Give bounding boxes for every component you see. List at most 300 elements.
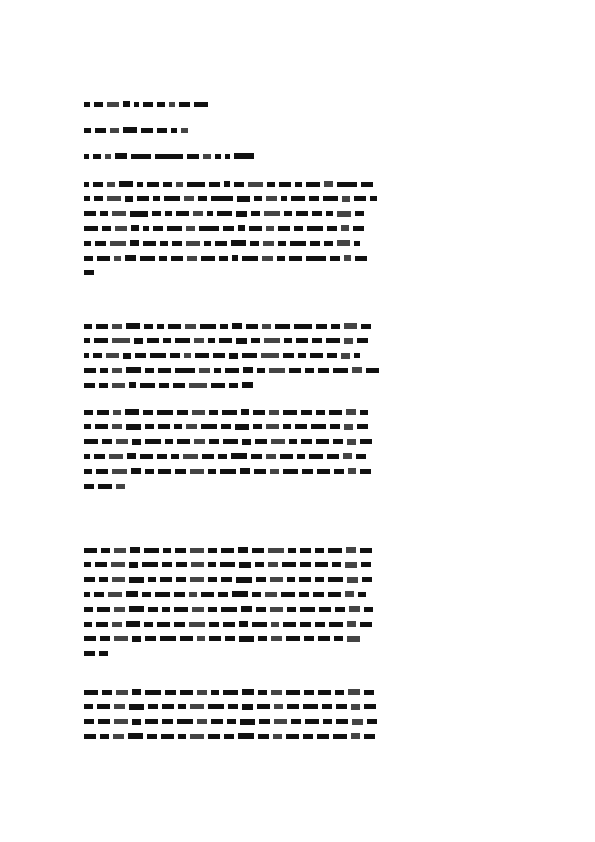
paragraph-line — [84, 635, 364, 643]
text-word — [96, 324, 108, 329]
text-word — [303, 734, 313, 739]
text-word — [143, 410, 153, 415]
text-word — [152, 211, 161, 216]
text-word — [289, 439, 297, 444]
paragraph-line — [84, 210, 368, 218]
text-word — [234, 153, 254, 159]
text-word — [200, 324, 216, 329]
text-word — [331, 324, 340, 329]
text-word — [208, 338, 215, 343]
text-word — [94, 592, 104, 597]
text-word — [174, 622, 185, 627]
text-word — [248, 182, 263, 187]
text-word — [218, 592, 228, 597]
text-word — [253, 410, 265, 415]
text-word — [143, 102, 153, 107]
text-word — [84, 182, 89, 187]
text-word — [364, 690, 374, 695]
text-word — [175, 338, 190, 343]
text-word — [282, 562, 296, 567]
text-word — [334, 636, 343, 641]
text-word — [329, 410, 342, 415]
text-word — [302, 469, 313, 474]
text-word — [148, 607, 158, 612]
text-word — [360, 469, 371, 474]
text-word — [157, 324, 164, 329]
text-word — [241, 409, 249, 415]
text-word — [228, 704, 238, 709]
paragraph-line — [84, 452, 370, 460]
text-word — [114, 256, 121, 261]
text-word — [128, 733, 143, 739]
text-word — [116, 484, 125, 489]
text-word — [145, 368, 154, 373]
text-word — [131, 468, 141, 474]
text-word — [100, 734, 109, 739]
text-word — [126, 424, 141, 430]
text-word — [142, 592, 151, 597]
text-word — [336, 704, 347, 709]
paragraph-line — [84, 352, 364, 360]
text-word — [291, 196, 305, 201]
text-word — [157, 102, 165, 107]
text-word — [94, 338, 108, 343]
text-word — [355, 211, 364, 216]
text-word — [100, 211, 108, 216]
paragraph-line — [84, 546, 376, 554]
text-word — [144, 622, 153, 627]
text-word — [131, 225, 139, 231]
text-word — [281, 592, 295, 597]
text-word — [309, 196, 319, 201]
text-word — [236, 211, 247, 217]
text-word — [298, 353, 306, 358]
text-word — [155, 592, 170, 597]
text-word — [125, 409, 139, 415]
text-word — [99, 577, 108, 582]
text-word — [264, 211, 280, 216]
text-word — [255, 439, 267, 444]
text-word — [203, 154, 211, 159]
text-word — [137, 196, 149, 201]
text-word — [157, 410, 173, 415]
text-word — [341, 225, 349, 231]
text-word — [241, 606, 252, 612]
text-word — [84, 270, 94, 275]
text-word — [352, 719, 363, 725]
text-word — [323, 719, 332, 724]
text-word — [224, 734, 234, 739]
text-word — [218, 454, 227, 459]
paragraph-line — [84, 195, 381, 203]
text-word — [316, 324, 327, 329]
text-word — [143, 226, 149, 231]
text-word — [84, 324, 92, 329]
text-word — [199, 368, 210, 373]
text-word — [326, 338, 340, 343]
text-word — [145, 469, 154, 474]
text-word — [114, 636, 128, 641]
text-word — [193, 211, 203, 216]
text-word — [209, 182, 220, 187]
text-word — [256, 577, 266, 582]
text-word — [211, 196, 233, 201]
text-word — [153, 226, 163, 231]
text-word — [344, 323, 357, 329]
text-word — [140, 256, 155, 261]
text-word — [262, 324, 271, 329]
text-word — [261, 353, 279, 358]
text-word — [354, 241, 360, 246]
text-word — [360, 410, 368, 415]
text-word — [98, 719, 110, 724]
text-word — [242, 439, 251, 445]
text-word — [265, 592, 277, 597]
text-word — [225, 368, 239, 373]
text-word — [269, 410, 279, 415]
text-word — [140, 454, 153, 459]
text-word — [328, 577, 343, 582]
text-word — [105, 154, 111, 159]
text-word — [217, 211, 232, 216]
text-word — [198, 196, 207, 201]
text-word — [84, 383, 95, 388]
paragraph-line — [84, 322, 375, 330]
text-word — [150, 353, 166, 358]
text-word — [312, 211, 322, 216]
text-word — [286, 734, 299, 739]
text-word — [232, 323, 242, 329]
text-word — [221, 607, 237, 612]
text-word — [251, 454, 262, 459]
text-word — [84, 226, 98, 231]
text-word — [99, 383, 108, 388]
text-word — [221, 424, 231, 429]
text-word — [222, 410, 237, 415]
header-line — [84, 126, 192, 134]
text-word — [348, 689, 360, 695]
text-word — [315, 562, 328, 567]
paragraph-line — [84, 561, 375, 569]
text-word — [204, 241, 211, 246]
text-word — [145, 719, 158, 724]
text-word — [337, 240, 350, 246]
text-word — [300, 622, 311, 627]
text-word — [129, 382, 136, 388]
text-word — [160, 577, 172, 582]
text-word — [114, 704, 125, 709]
text-word — [229, 383, 238, 388]
text-word — [201, 424, 217, 429]
text-word — [303, 704, 318, 709]
text-word — [299, 592, 309, 597]
text-word — [140, 383, 155, 388]
text-word — [277, 256, 285, 261]
text-word — [223, 439, 238, 444]
text-word — [111, 562, 125, 567]
text-word — [129, 704, 144, 710]
text-word — [318, 636, 330, 641]
text-word — [181, 128, 188, 133]
text-word — [287, 607, 296, 612]
text-word — [220, 469, 236, 474]
text-word — [286, 636, 300, 641]
text-word — [362, 577, 372, 582]
text-word — [236, 577, 252, 583]
text-word — [84, 548, 97, 553]
paragraph-line — [84, 576, 376, 584]
text-word — [271, 636, 282, 641]
text-word — [333, 368, 348, 373]
text-word — [84, 353, 89, 358]
text-word — [346, 547, 356, 553]
text-word — [163, 338, 171, 343]
text-word — [231, 240, 246, 246]
paragraph-line — [84, 688, 378, 696]
text-word — [225, 154, 230, 159]
text-word — [333, 439, 343, 444]
text-word — [130, 240, 139, 246]
text-word — [157, 454, 167, 459]
text-word — [113, 410, 121, 415]
text-word — [364, 704, 376, 709]
text-word — [283, 424, 291, 429]
text-word — [266, 196, 277, 201]
text-word — [266, 454, 276, 459]
text-word — [268, 562, 278, 567]
text-word — [114, 548, 126, 553]
text-word — [159, 383, 169, 388]
text-word — [219, 338, 232, 343]
text-word — [251, 338, 260, 343]
text-word — [179, 102, 190, 107]
text-word — [175, 368, 195, 373]
paragraph-line — [84, 269, 98, 277]
text-word — [116, 690, 128, 695]
text-word — [157, 128, 167, 133]
paragraph-line — [84, 180, 377, 188]
text-word — [355, 256, 367, 261]
text-word — [209, 622, 219, 627]
text-word — [175, 469, 186, 474]
text-word — [306, 256, 326, 261]
paragraph-line — [84, 590, 370, 598]
paragraph-line — [84, 718, 381, 726]
text-word — [115, 226, 127, 231]
text-word — [107, 182, 115, 187]
text-word — [240, 719, 255, 725]
text-word — [328, 548, 342, 553]
text-word — [214, 368, 221, 373]
text-word — [220, 324, 228, 329]
text-word — [183, 454, 198, 459]
text-word — [178, 704, 186, 709]
text-word — [208, 562, 216, 567]
text-word — [130, 211, 148, 217]
text-word — [194, 439, 205, 444]
text-word — [296, 211, 308, 216]
text-word — [360, 622, 372, 627]
text-word — [336, 719, 348, 724]
text-word — [209, 636, 221, 641]
text-word — [97, 256, 110, 261]
text-word — [284, 211, 292, 216]
text-word — [180, 636, 193, 641]
text-word — [112, 324, 122, 329]
text-word — [95, 424, 108, 429]
text-word — [184, 353, 191, 358]
text-word — [249, 226, 262, 231]
text-word — [84, 734, 96, 739]
text-word — [159, 256, 167, 261]
text-word — [187, 182, 205, 187]
paragraph-line — [84, 732, 379, 740]
text-word — [208, 734, 220, 739]
text-word — [195, 353, 209, 358]
text-word — [94, 454, 105, 459]
text-word — [352, 367, 362, 373]
text-word — [175, 548, 186, 553]
text-word — [93, 353, 102, 358]
text-word — [163, 548, 171, 553]
text-word — [211, 690, 219, 695]
text-word — [112, 383, 125, 388]
text-word — [283, 469, 298, 474]
text-word — [356, 454, 366, 459]
text-word — [174, 424, 182, 429]
text-word — [306, 182, 320, 187]
text-word — [100, 636, 110, 641]
text-word — [158, 368, 171, 373]
text-word — [165, 439, 173, 444]
text-word — [132, 439, 141, 445]
text-word — [329, 622, 343, 627]
text-word — [114, 719, 128, 724]
text-word — [84, 154, 89, 159]
text-word — [84, 719, 94, 724]
text-word — [197, 690, 207, 695]
paragraph-line — [84, 224, 368, 232]
text-word — [190, 548, 204, 553]
text-word — [343, 453, 352, 459]
text-word — [315, 577, 324, 582]
text-word — [94, 196, 103, 201]
paragraph-line — [84, 438, 376, 446]
text-word — [297, 454, 305, 459]
text-word — [147, 734, 157, 739]
text-word — [143, 241, 156, 246]
text-word — [262, 256, 273, 261]
text-word — [100, 368, 108, 373]
paragraph-line — [84, 605, 377, 613]
text-word — [242, 382, 253, 388]
text-word — [284, 338, 292, 343]
text-word — [236, 338, 247, 344]
text-word — [323, 196, 338, 201]
text-word — [254, 469, 266, 474]
text-word — [84, 338, 90, 343]
text-word — [171, 256, 183, 261]
text-word — [304, 690, 314, 695]
text-word — [250, 241, 259, 246]
text-word — [273, 734, 282, 739]
text-word — [219, 256, 228, 261]
text-word — [271, 690, 282, 695]
text-word — [305, 368, 314, 373]
text-word — [202, 454, 214, 459]
text-word — [324, 181, 333, 187]
text-word — [224, 181, 230, 187]
text-word — [208, 577, 217, 582]
text-word — [319, 607, 331, 612]
text-word — [215, 154, 221, 159]
text-word — [279, 182, 291, 187]
text-word — [242, 256, 258, 261]
text-word — [283, 410, 297, 415]
text-word — [125, 255, 136, 261]
text-word — [242, 353, 257, 358]
text-word — [176, 211, 189, 216]
text-word — [84, 622, 92, 627]
text-word — [112, 211, 126, 216]
text-word — [84, 196, 90, 201]
text-word — [201, 592, 214, 597]
text-word — [129, 562, 138, 568]
text-word — [346, 409, 356, 415]
paragraph-line — [84, 239, 364, 247]
text-word — [84, 256, 93, 261]
text-word — [197, 636, 205, 641]
text-word — [162, 607, 170, 612]
text-word — [131, 154, 151, 159]
text-word — [132, 689, 141, 695]
text-word — [295, 182, 302, 187]
text-word — [209, 410, 218, 415]
text-word — [246, 324, 258, 329]
text-word — [112, 469, 127, 474]
text-word — [266, 424, 279, 429]
text-word — [227, 719, 236, 724]
text-word — [190, 469, 204, 474]
text-word — [258, 734, 269, 739]
text-word — [114, 607, 125, 612]
text-word — [164, 196, 180, 201]
text-word — [113, 734, 124, 739]
text-word — [142, 562, 158, 567]
text-word — [177, 719, 193, 724]
text-word — [335, 607, 345, 612]
text-word — [221, 548, 234, 553]
text-word — [324, 241, 333, 246]
text-word — [84, 704, 93, 709]
text-word — [126, 323, 140, 329]
text-word — [257, 368, 265, 373]
text-word — [190, 734, 204, 739]
text-word — [335, 690, 344, 695]
text-word — [315, 548, 324, 553]
text-word — [296, 338, 308, 343]
text-word — [194, 338, 204, 343]
text-word — [342, 196, 350, 202]
text-word — [169, 102, 175, 107]
text-word — [119, 181, 133, 187]
text-word — [84, 690, 98, 695]
text-word — [289, 368, 301, 373]
text-word — [84, 368, 96, 373]
text-word — [347, 636, 360, 642]
text-word — [315, 622, 325, 627]
text-word — [201, 256, 215, 261]
